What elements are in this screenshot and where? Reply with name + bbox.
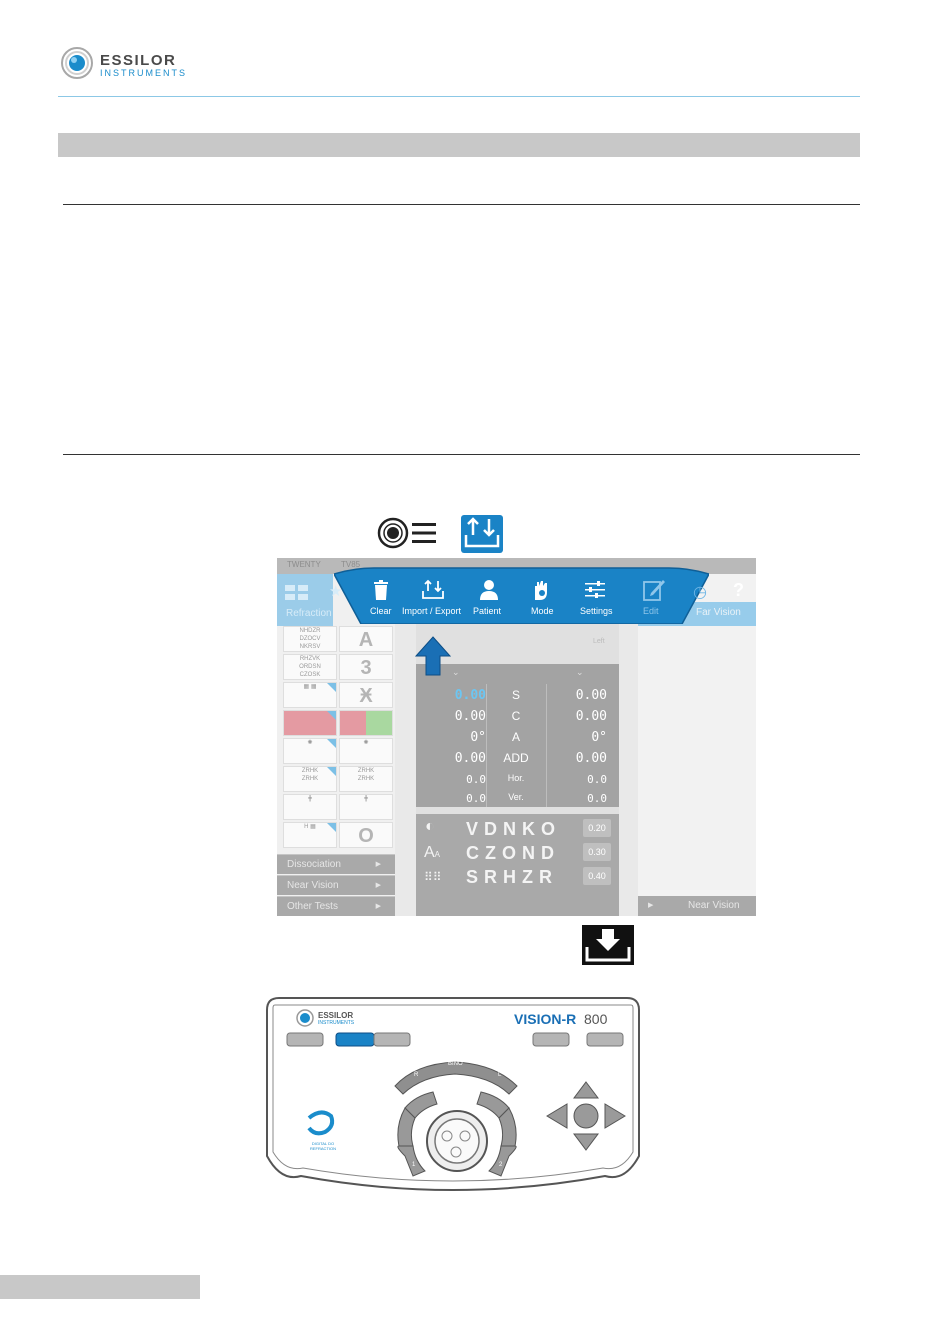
rx-right-value[interactable]: 0.00 [454,688,486,703]
history-icon[interactable]: ◷ [693,584,707,601]
app-screenshot [277,558,756,916]
l-label: L [498,1072,502,1078]
near-vision-right[interactable] [638,896,756,916]
section-title-bar [58,133,860,157]
bino-label: BINO [448,1061,463,1067]
prescription-panel [416,664,619,807]
chart-thumb[interactable]: ▦ ▦ [283,682,337,708]
chart-thumb[interactable]: NHDZR DZOCV NKRSV [283,626,337,652]
keypad-model: VISION-R [514,1011,577,1027]
chart-thumb[interactable]: O [339,822,393,848]
arrow-up-icon [415,636,451,676]
acuity-line[interactable]: SRHZR [466,867,558,887]
rx-label: C [511,709,521,723]
chart-thumb[interactable]: ╋ [339,794,393,820]
rx-left-value[interactable]: 0.0 [587,792,607,805]
top-tab[interactable]: TWENTY [287,560,321,569]
chevron-right-icon: ▶ [375,861,381,868]
chart-thumb[interactable]: ZRHK ZRHK [283,766,337,792]
chevron-right-icon: ▶ [375,903,381,910]
rx-left-value[interactable]: 0.00 [575,688,607,703]
rx-label: Ver. [508,792,524,802]
import-export-icon [461,515,503,553]
essilor-logo-icon [60,46,94,80]
toolbar-clear[interactable]: Clear [370,606,392,616]
top-tab[interactable]: TV85 [341,560,361,569]
rx-label: S [511,688,520,702]
edit-icon[interactable] [642,578,666,602]
chart-thumb[interactable]: ✺ [283,738,337,764]
chart-thumb[interactable] [339,710,393,736]
rx-label: ADD [503,751,529,765]
chart-thumb[interactable]: ╋ [283,794,337,820]
chevron-right-icon: ▶ [648,902,654,909]
rx-right-value[interactable]: 0° [470,730,486,745]
toolbar-patient[interactable]: Patient [473,606,502,616]
patient-icon[interactable] [477,578,501,602]
chart-thumb[interactable]: RHZVK ORDSN CZOSK [283,654,337,680]
keypad-model-number: 800 [584,1011,608,1027]
digital-refraction-label: DIGITAL DO REFRACTION [310,1141,336,1151]
rx-right-value[interactable]: 0.00 [454,709,486,724]
side-menu-other-tests[interactable] [277,896,395,916]
rx-row-axis[interactable] [416,730,619,750]
rx-row-cylinder[interactable] [416,709,619,729]
toolbar-mode[interactable]: Mode [531,606,554,616]
rx-label: A [511,730,520,744]
side-menu-dissociation[interactable] [277,854,395,874]
hand-gear-icon[interactable] [529,578,553,602]
rx-row-vertical[interactable] [416,792,619,812]
chart-thumb[interactable]: Ӿ [339,682,393,708]
side-menu-label: Other Tests [287,901,338,912]
brand-name: ESSILOR [100,52,177,69]
contrast-icon[interactable]: ◐ [425,818,435,835]
divider-top [63,204,860,205]
rx-left-value[interactable]: 0.00 [575,709,607,724]
chevron-down-icon[interactable]: ⌄ [452,667,460,677]
import-export-icon[interactable] [421,578,445,602]
grid-icon [285,585,309,601]
star-icon[interactable]: ★ [329,583,343,600]
acuity-value: 0.30 [583,843,611,861]
acuity-line[interactable]: VDNKO [466,819,562,839]
rx-left-value[interactable]: 0.0 [587,773,607,786]
rx-left-value[interactable]: 0° [591,730,607,745]
chevron-down-icon[interactable]: ⌄ [576,667,584,677]
left-eye-tag: Left [593,638,605,645]
rx-label: Hor. [507,773,525,783]
rx-row-sphere[interactable] [416,688,619,708]
toolbar-edit[interactable]: Edit [643,606,659,616]
header-divider [58,96,860,97]
toolbar-settings[interactable]: Settings [580,606,613,616]
rx-right-value[interactable]: 0.00 [454,751,486,766]
chart-thumb[interactable]: 3 [339,654,393,680]
keypad-brand: ESSILOR [318,1011,354,1020]
chevron-right-icon: ▶ [375,882,381,889]
trash-icon[interactable] [369,578,393,602]
toolbar-import-export[interactable]: Import / Export [402,606,462,616]
chart-thumb[interactable]: ZRHK ZRHK [339,766,393,792]
chart-thumb[interactable] [283,710,337,736]
font-size-icon[interactable]: AA [424,844,441,861]
rx-row-add[interactable] [416,751,619,771]
chart-thumb[interactable]: A [339,626,393,652]
r-label: R [414,1072,419,1078]
side-menu-label: Dissociation [287,859,341,870]
refraction-label: Refraction [286,608,332,619]
keypad-brand-sub: INSTRUMENTS [318,1020,355,1026]
acuity-panel [416,814,619,916]
knob-1-label: 1 [412,1162,416,1168]
sliders-icon[interactable] [583,578,607,602]
divider-bottom [63,454,860,455]
rx-left-value[interactable]: 0.00 [575,751,607,766]
acuity-value: 0.40 [583,867,611,885]
dots-icon[interactable]: ⠿⠿ [424,870,442,884]
side-menu-label: Near Vision [287,880,339,891]
near-vision-label: Near Vision [688,900,740,911]
rx-right-value[interactable]: 0.0 [466,792,486,805]
brand-subtitle: INSTRUMENTS [100,68,187,78]
far-vision-label: Far Vision [696,607,741,618]
chart-thumb[interactable]: H ▦ [283,822,337,848]
rx-right-value[interactable]: 0.0 [466,773,486,786]
chart-thumb[interactable]: ✺ [339,738,393,764]
download-icon [582,925,634,965]
knob-2-label: 2 [499,1162,503,1168]
rx-row-horizontal[interactable] [416,773,619,793]
acuity-value: 0.20 [583,819,611,837]
help-icon[interactable]: ? [733,580,744,600]
side-menu-near-vision[interactable] [277,875,395,895]
footer-bar [0,1275,200,1299]
acuity-line[interactable]: CZOND [466,843,560,863]
menu-icon [376,515,438,551]
